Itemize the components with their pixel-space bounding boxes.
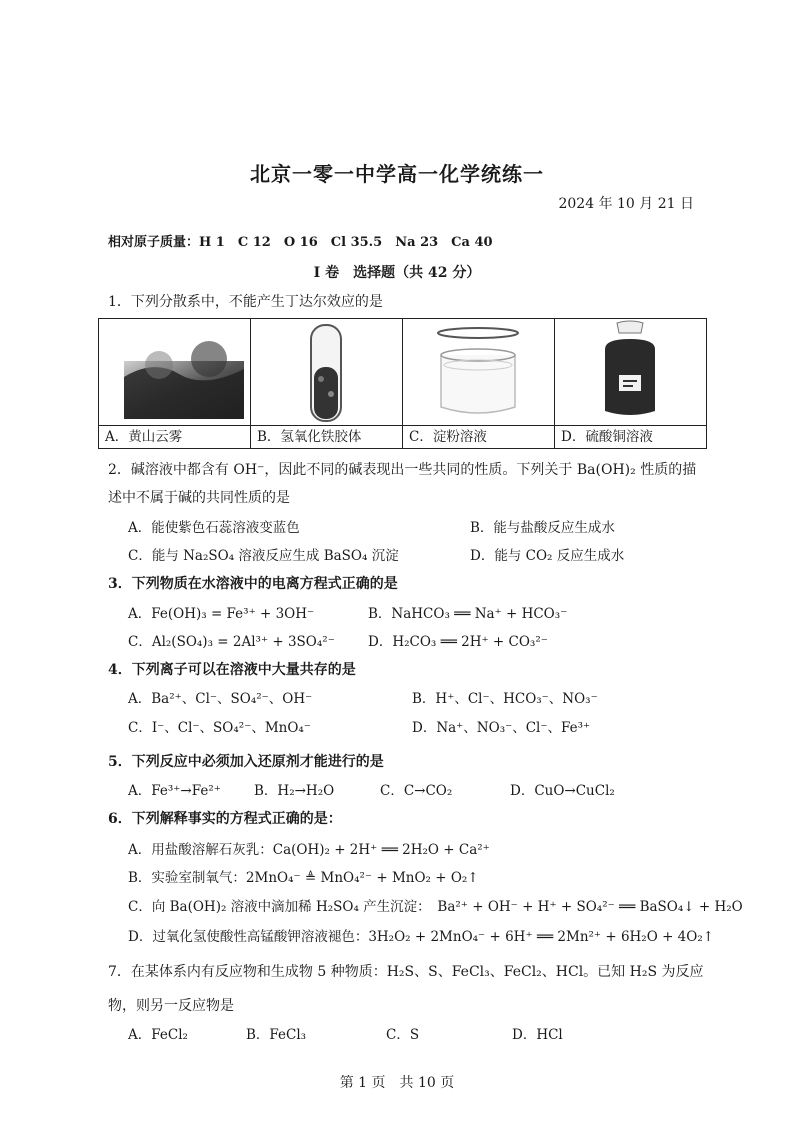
- q2-option-d: D．能与 CO₂ 反应生成水: [470, 548, 625, 564]
- q5-option-c: C．C→CO₂: [380, 783, 453, 799]
- q5-option-d: D．CuO→CuCl₂: [510, 783, 615, 799]
- q3-option-d: D．H₂CO₃ ══ 2H⁺ + CO₃²⁻: [368, 634, 548, 650]
- q4-stem: 4．下列离子可以在溶液中大量共存的是: [108, 662, 356, 678]
- q4-option-b: B．H⁺、Cl⁻、HCO₃⁻、NO₃⁻: [412, 691, 598, 707]
- reagent-bottle-image: [555, 319, 706, 425]
- q5-option-b: B．H₂→H₂O: [254, 783, 335, 799]
- q6-option-d: D．过氧化氢使酸性高锰酸钾溶液褪色：3H₂O₂ + 2MnO₄⁻ + 6H⁺ ══ 2Mn²⁺ + 6H₂O + 4O₂↑: [128, 929, 715, 945]
- q5-option-a: A．Fe³⁺→Fe²⁺: [128, 783, 221, 799]
- q1-cell-c: [403, 319, 555, 449]
- page-title: 北京一零一中学高一化学统练一: [250, 162, 544, 186]
- q2-stem-line1: 2．碱溶液中都含有 OH⁻，因此不同的碱表现出一些共同的性质。下列关于 Ba(OH)₂ 性质的描: [108, 462, 697, 478]
- q1-cell-b: [251, 319, 403, 449]
- q3-option-c: C．Al₂(SO₄)₃ = 2Al³⁺ + 3SO₄²⁻: [128, 634, 335, 650]
- q6-option-a: A．用盐酸溶解石灰乳：Ca(OH)₂ + 2H⁺ ══ 2H₂O + Ca²⁺: [128, 842, 490, 858]
- beaker-image: [403, 319, 554, 425]
- q7-stem-line1: 7．在某体系内有反应物和生成物 5 种物质：H₂S、S、FeCl₃、FeCl₂、HCl。已知 H₂S 为反应: [108, 964, 704, 980]
- page-footer: 第 1 页 共 10 页: [339, 1075, 455, 1091]
- q6-option-c: C．向 Ba(OH)₂ 溶液中滴加稀 H₂SO₄ 产生沉淀： Ba²⁺ + OH⁻ + H⁺ + SO₄²⁻ ══ BaSO₄↓ + H₂O: [128, 899, 743, 915]
- q6-option-b: B．实验室制氧气：2MnO₄⁻ ≜ MnO₄²⁻ + MnO₂ + O₂↑: [128, 870, 479, 886]
- section-heading: I 卷 选择题（共 42 分）: [313, 265, 481, 281]
- q1-cell-a: [99, 319, 251, 449]
- q4-option-c: C．I⁻、Cl⁻、SO₄²⁻、MnO₄⁻: [128, 720, 311, 736]
- exam-date: 2024 年 10 月 21 日: [558, 196, 694, 212]
- q4-option-d: D．Na⁺、NO₃⁻、Cl⁻、Fe³⁺: [412, 720, 591, 736]
- q7-option-b: B．FeCl₃: [246, 1027, 307, 1043]
- q1-option-d: D．硫酸铜溶液: [555, 425, 706, 448]
- q2-option-b: B．能与盐酸反应生成水: [470, 520, 615, 536]
- q4-option-a: A．Ba²⁺、Cl⁻、SO₄²⁻、OH⁻: [128, 691, 313, 707]
- q1-cell-d: [555, 319, 707, 449]
- q5-stem: 5．下列反应中必须加入还原剂才能进行的是: [108, 754, 384, 770]
- q1-option-c: C．淀粉溶液: [403, 425, 554, 448]
- q3-stem: 3．下列物质在水溶液中的电离方程式正确的是: [108, 576, 398, 592]
- q1-image-table: [98, 318, 707, 449]
- q7-option-a: A．FeCl₂: [128, 1027, 188, 1043]
- q1-stem: 1．下列分散系中，不能产生丁达尔效应的是: [108, 294, 383, 310]
- fog-image: [99, 319, 250, 425]
- q1-option-b: B．氢氧化铁胶体: [251, 425, 402, 448]
- q7-stem-line2: 物，则另一反应物是: [108, 998, 234, 1014]
- test-tube-image: [251, 319, 402, 425]
- q1-option-a: A．黄山云雾: [99, 425, 250, 448]
- atomic-mass-line: 相对原子质量：H 1 C 12 O 16 Cl 35.5 Na 23 Ca 40: [108, 235, 493, 250]
- q2-stem-line2: 述中不属于碱的共同性质的是: [108, 490, 290, 506]
- q3-option-b: B．NaHCO₃ ══ Na⁺ + HCO₃⁻: [368, 606, 568, 622]
- q2-option-c: C．能与 Na₂SO₄ 溶液反应生成 BaSO₄ 沉淀: [128, 548, 399, 564]
- q7-option-d: D．HCl: [512, 1027, 563, 1043]
- q3-option-a: A．Fe(OH)₃ = Fe³⁺ + 3OH⁻: [128, 606, 315, 622]
- q2-option-a: A．能使紫色石蕊溶液变蓝色: [128, 520, 300, 536]
- q6-stem: 6．下列解释事实的方程式正确的是：: [108, 811, 342, 827]
- q7-option-c: C．S: [386, 1027, 420, 1043]
